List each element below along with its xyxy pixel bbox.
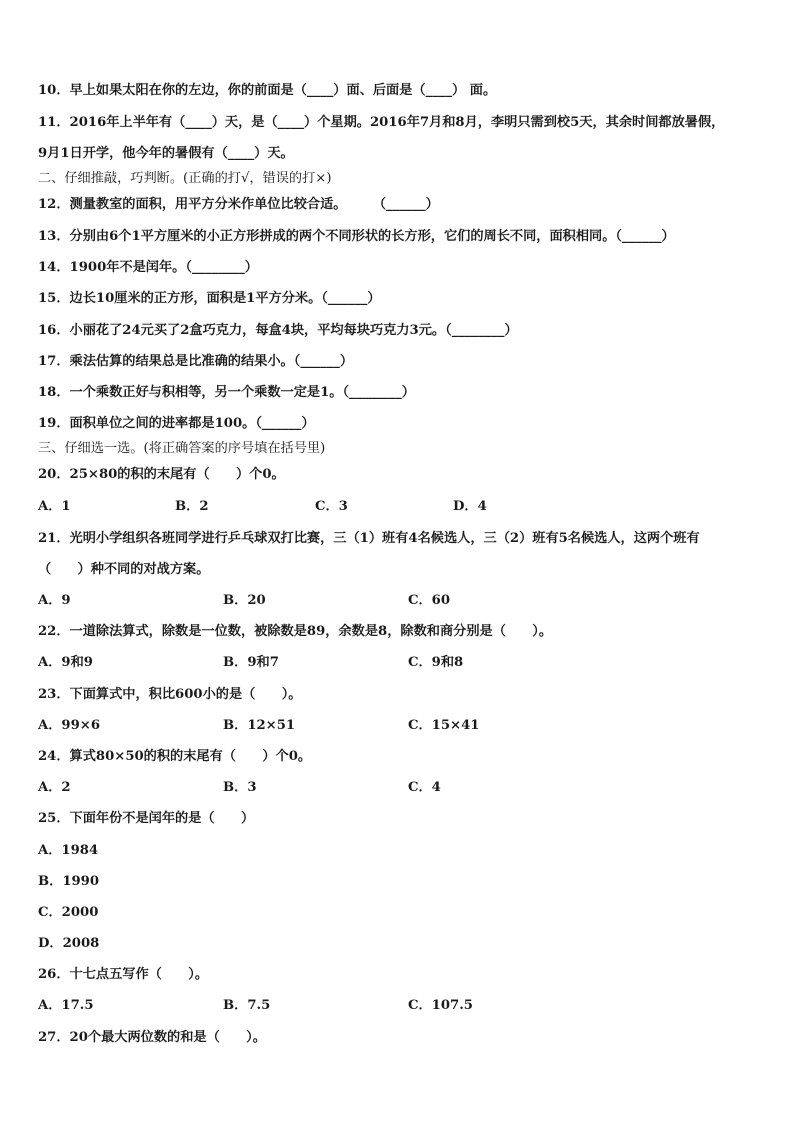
question-23: 23．下面算式中，积比600小的是（ ）。 bbox=[38, 687, 302, 702]
question-16: 16．小丽花了24元买了2盒巧克力，每盒4块，平均每块巧克力3元。（________） bbox=[38, 323, 518, 338]
question-24: 24．算式80×50的积的末尾有（ ）个0。 bbox=[38, 749, 312, 764]
question-17: 17．乘法估算的结果总是比准确的结果小。（______） bbox=[38, 354, 354, 369]
option-c[interactable]: C．107.5 bbox=[408, 998, 473, 1013]
option-a[interactable]: A．9和9 bbox=[38, 655, 93, 670]
question-19: 19．面积单位之间的进率都是100。（______） bbox=[38, 416, 315, 431]
question-26-options bbox=[38, 997, 776, 1015]
question-10: 10．早上如果太阳在你的左边，你的前面是（____）面、后面是（____） 面。 bbox=[38, 83, 497, 98]
option-d[interactable]: D．4 bbox=[453, 499, 487, 514]
option-a[interactable]: A．2 bbox=[38, 780, 71, 795]
question-20-options bbox=[38, 498, 776, 516]
section-2-heading: 二、仔细推敲，巧判断。(正确的打√，错误的打×) bbox=[38, 171, 332, 186]
question-22-options bbox=[38, 654, 776, 672]
option-b[interactable]: B．2 bbox=[175, 499, 209, 514]
option-c[interactable]: C．3 bbox=[315, 499, 348, 514]
question-21-line-2: （ ）种不同的对战方案。 bbox=[38, 562, 210, 577]
question-21-options bbox=[38, 592, 776, 610]
question-25-option-b[interactable]: B．1990 bbox=[38, 874, 100, 889]
question-21-line-1: 21．光明小学组织各班同学进行乒乓球双打比赛，三（1）班有4名候选人，三（2）班有5名候选人，这两个班有 bbox=[38, 531, 700, 546]
question-22: 22．一道除法算式，除数是一位数，被除数是89，余数是8，除数和商分别是（ ）。 bbox=[38, 624, 553, 639]
question-25-option-a[interactable]: A．1984 bbox=[38, 843, 99, 858]
question-24-options bbox=[38, 779, 776, 797]
option-b[interactable]: B．12×51 bbox=[223, 718, 296, 733]
option-b[interactable]: B．20 bbox=[223, 593, 266, 608]
question-11-line-2: 9月1日开学，他今年的暑假有（____）天。 bbox=[38, 146, 294, 161]
option-a[interactable]: A．17.5 bbox=[38, 998, 94, 1013]
question-25: 25．下面年份不是闰年的是（ ） bbox=[38, 811, 255, 826]
option-a[interactable]: A．99×6 bbox=[38, 718, 100, 733]
option-b[interactable]: B．7.5 bbox=[223, 998, 271, 1013]
option-c[interactable]: C．9和8 bbox=[408, 655, 464, 670]
question-26: 26．十七点五写作（ ）。 bbox=[38, 967, 209, 982]
question-25-option-c[interactable]: C．2000 bbox=[38, 905, 99, 920]
question-27: 27．20个最大两位数的和是（ ）。 bbox=[38, 1030, 266, 1045]
option-b[interactable]: B．3 bbox=[223, 780, 257, 795]
question-20: 20．25×80的积的末尾有（ ）个0。 bbox=[38, 467, 285, 482]
option-a[interactable]: A．1 bbox=[38, 499, 71, 514]
question-11-line-1: 11．2016年上半年有（____）天，是（____）个星期。2016年7月和8月，李明只需到校5天，其余时间都放暑假， bbox=[38, 115, 725, 130]
question-14: 14．1900年不是闰年。（________） bbox=[38, 260, 258, 275]
question-18: 18．一个乘数正好与积相等，另一个乘数一定是1。（________） bbox=[38, 385, 415, 400]
section-3-heading: 三、仔细选一选。(将正确答案的序号填在括号里) bbox=[38, 441, 326, 456]
question-15: 15．边长10厘米的正方形，面积是1平方分米。（______） bbox=[38, 291, 381, 306]
option-a[interactable]: A．9 bbox=[38, 593, 71, 608]
option-b[interactable]: B．9和7 bbox=[223, 655, 279, 670]
question-13: 13．分别由6个1平方厘米的小正方形拼成的两个不同形状的长方形，它们的周长不同，面积相同。（______） bbox=[38, 229, 675, 244]
question-23-options bbox=[38, 717, 776, 735]
option-c[interactable]: C．60 bbox=[408, 593, 451, 608]
option-c[interactable]: C．4 bbox=[408, 780, 441, 795]
question-25-option-d[interactable]: D．2008 bbox=[38, 936, 100, 951]
question-12: 12．测量教室的面积，用平方分米作单位比较合适。 （______） bbox=[38, 197, 439, 212]
option-c[interactable]: C．15×41 bbox=[408, 718, 480, 733]
